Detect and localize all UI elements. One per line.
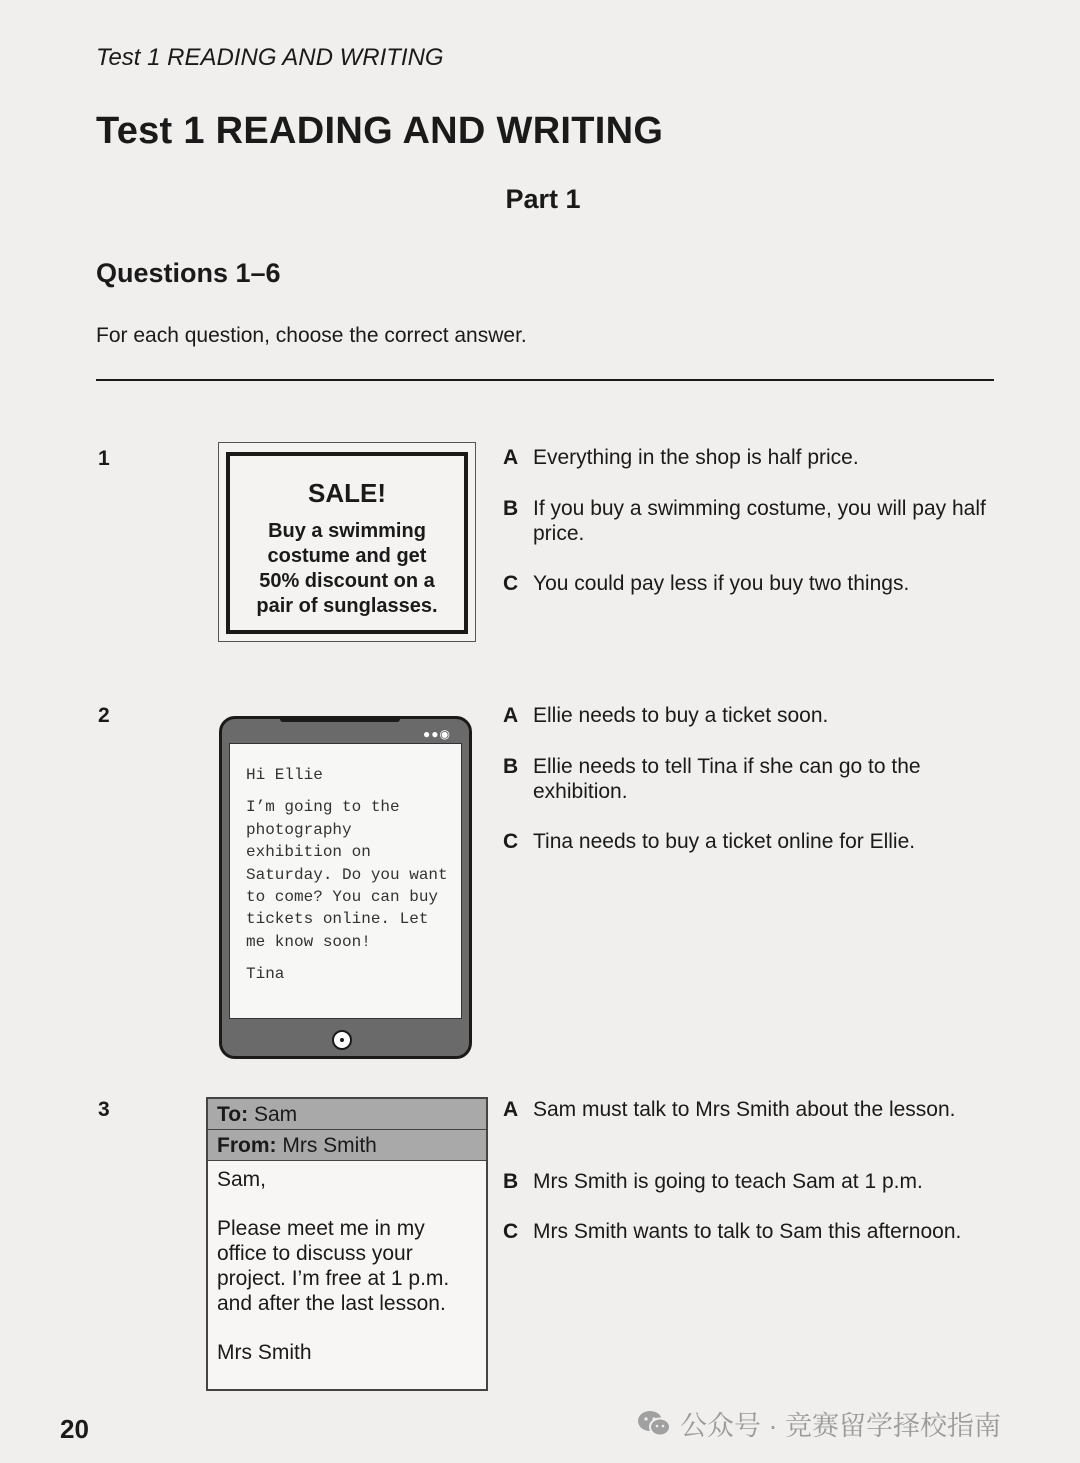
phone-message [229, 743, 462, 1019]
phone-illustration [219, 716, 472, 1059]
watermark [636, 1404, 1001, 1443]
memo-note [206, 1097, 488, 1391]
option-text: Ellie needs to buy a ticket soon. [533, 704, 829, 727]
wechat-icon [636, 1409, 672, 1439]
answer-option[interactable] [503, 571, 993, 596]
memo-from-label: From: [217, 1134, 277, 1157]
home-button-icon [332, 1030, 352, 1050]
memo-signoff: Mrs Smith [217, 1341, 312, 1364]
sale-sign-line: pair of sunglasses. [256, 595, 438, 617]
running-head: Test 1 READING AND WRITING [96, 44, 444, 71]
question-number: 3 [98, 1098, 110, 1121]
sale-sign [218, 442, 476, 642]
instruction-text: For each question, choose the correct answer. [96, 324, 527, 347]
answer-option[interactable] [503, 1097, 993, 1122]
answer-option[interactable] [503, 754, 993, 804]
option-letter: C [503, 830, 519, 853]
option-letter: B [503, 755, 519, 778]
part-title: Part 1 [505, 184, 581, 214]
option-letter: A [503, 1098, 519, 1121]
message-signoff: Tina [246, 965, 285, 984]
option-text: If you buy a swimming costume, you will pay half price. [533, 497, 986, 545]
divider-rule [96, 379, 994, 381]
memo-text: Please meet me in my office to discuss your project. I’m free at 1 p.m. and after the last lesson. [217, 1217, 450, 1315]
memo-greeting: Sam, [217, 1168, 267, 1191]
option-letter: A [503, 446, 519, 469]
memo-from-row [208, 1130, 486, 1161]
option-text: Sam must talk to Mrs Smith about the lesson. [533, 1098, 956, 1121]
page-number: 20 [60, 1414, 89, 1444]
option-text: Ellie needs to tell Tina if she can go to the exhibition. [533, 755, 921, 803]
question-number: 2 [98, 704, 110, 727]
option-letter: C [503, 1220, 519, 1243]
memo-body [208, 1161, 486, 1365]
question-number: 1 [98, 447, 110, 470]
phone-status-icon: ●●◉ [423, 727, 451, 741]
watermark-text: 公众号 · 竞赛留学择校指南 [680, 1411, 1001, 1441]
option-text: Mrs Smith is going to teach Sam at 1 p.m. [533, 1170, 923, 1193]
memo-to-value: Sam [253, 1103, 298, 1126]
option-text: Mrs Smith wants to talk to Sam this afternoon. [533, 1220, 962, 1243]
option-text: Tina needs to buy a ticket online for Ellie. [533, 830, 916, 853]
answer-option[interactable] [503, 1219, 993, 1244]
sale-sign-line: costume and get [267, 545, 427, 567]
answer-option[interactable] [503, 703, 993, 728]
option-text: Everything in the shop is half price. [533, 446, 859, 469]
page-title: Test 1 READING AND WRITING [96, 110, 664, 152]
message-greeting: Hi Ellie [246, 766, 323, 784]
option-letter: A [503, 704, 519, 727]
answer-option[interactable] [503, 829, 993, 854]
answer-option[interactable] [503, 445, 993, 470]
option-text: You could pay less if you buy two things. [533, 572, 910, 595]
phone-speaker [280, 716, 400, 722]
sale-sign-text [230, 519, 464, 619]
message-body: I’m going to the photography exhibition on Saturday. Do you want to come? You can buy tickets online. Let me know soon! [246, 798, 448, 951]
memo-to-row [208, 1099, 486, 1130]
answer-option[interactable] [503, 1169, 993, 1194]
sale-sign-title: SALE! [308, 478, 386, 508]
memo-from-value: Mrs Smith [282, 1134, 377, 1157]
memo-to-label: To: [217, 1103, 249, 1126]
answer-option[interactable] [503, 496, 993, 546]
option-letter: B [503, 497, 519, 520]
option-letter: B [503, 1170, 519, 1193]
sale-sign-line: Buy a swimming [268, 520, 426, 542]
questions-heading: Questions 1–6 [96, 258, 281, 288]
sale-sign-frame [226, 452, 468, 634]
option-letter: C [503, 572, 519, 595]
sale-sign-line: 50% discount on a [259, 570, 435, 592]
